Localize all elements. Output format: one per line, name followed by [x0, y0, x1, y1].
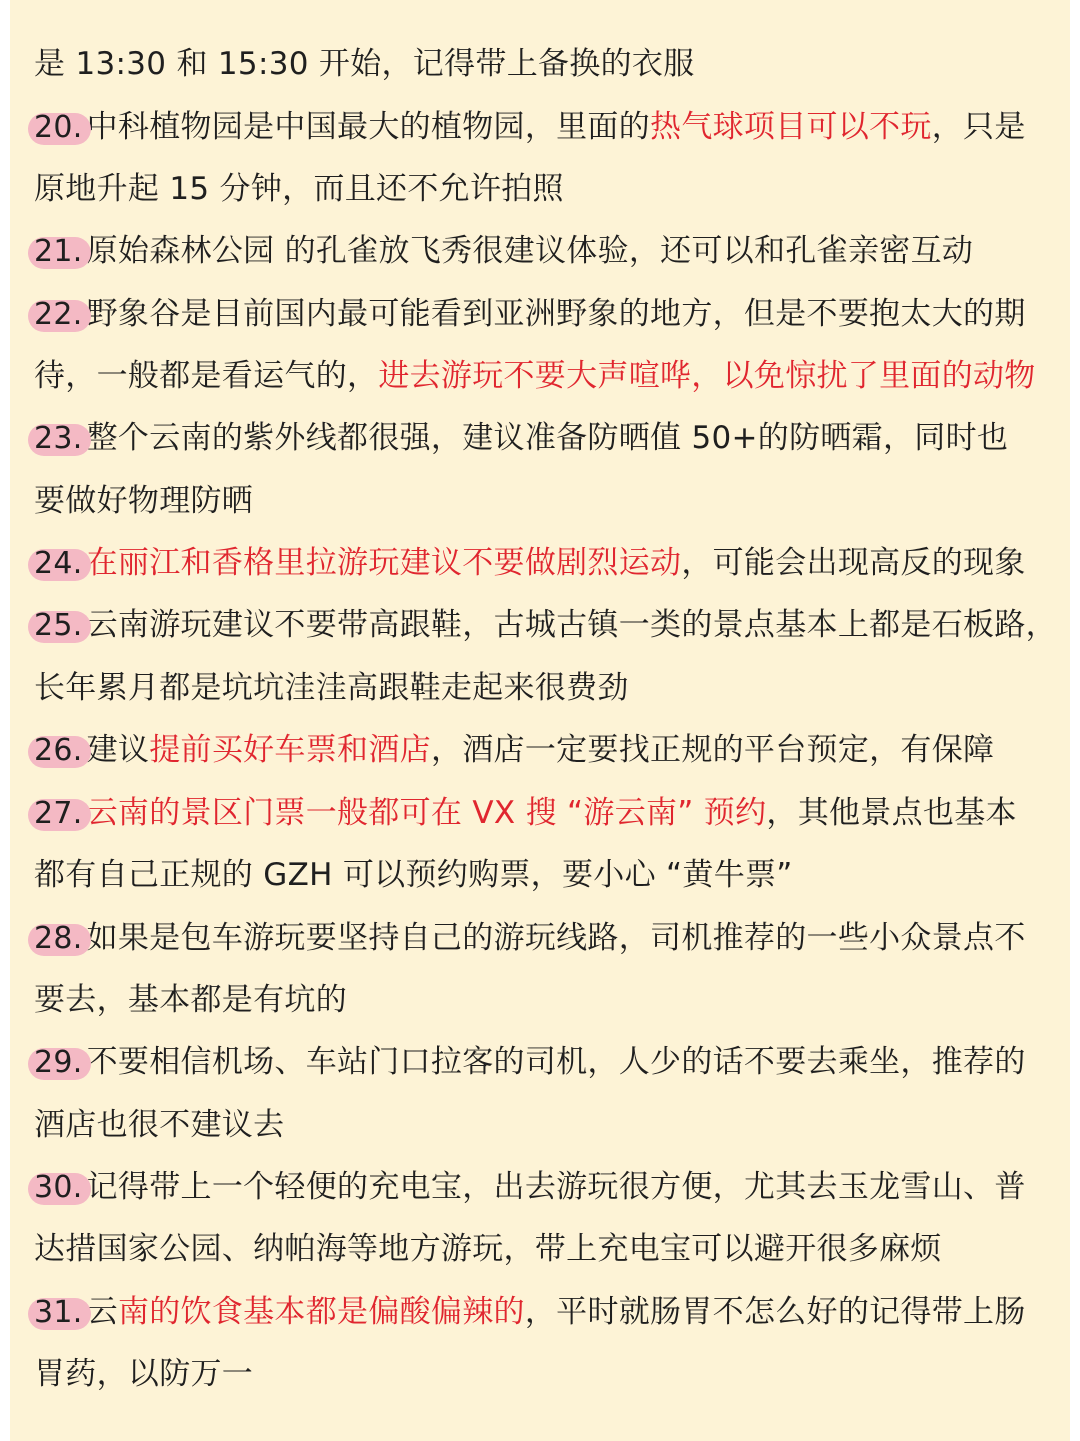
tip-23-line-2	[34, 481, 1062, 521]
text-segment: 记得带上一个轻便的充电宝，出去游玩很方便，尤其去玉龙雪山、普	[86, 1169, 1026, 1205]
item-number-marker: 31.	[34, 1293, 83, 1333]
tip-29-line-2	[34, 1105, 1062, 1145]
text-segment: 要做好物理防晒	[34, 483, 254, 519]
item-number-marker: 30.	[34, 1168, 83, 1208]
text-segment: 酒店也很不建议去	[34, 1107, 285, 1143]
item-number-marker: 25.	[34, 606, 83, 646]
tip-31-line-1	[34, 1292, 1062, 1332]
tip-30-line-1	[34, 1167, 1062, 1207]
highlighted-text: 进去游玩不要大声喧哗，以免惊扰了里面的动物	[378, 358, 1036, 394]
highlighted-text: 云南的景区门票一般都可在 VX 搜 “游云南” 预约	[86, 795, 767, 831]
item-number-marker: 29.	[34, 1043, 83, 1083]
highlighted-text: 提前买好车票和酒店	[149, 732, 431, 768]
text-segment: ，可能会出现高反的现象	[681, 545, 1026, 581]
item-number-marker: 21.	[34, 232, 83, 272]
text-segment: 中科植物园是中国最大的植物园，里面的	[86, 109, 651, 145]
tip-24-line-1	[34, 543, 1062, 583]
tip-26-line-1	[34, 730, 1062, 770]
text-segment: 胃药，以防万一	[34, 1356, 254, 1392]
text-segment: ，其他景点也基本	[766, 795, 1017, 831]
item-number-marker: 22.	[34, 295, 83, 335]
document-page	[10, 0, 1070, 1441]
text-segment: 达措国家公园、纳帕海等地方游玩，带上充电宝可以避开很多麻烦	[34, 1231, 942, 1267]
text-segment: 整个云南的紫外线都很强，建议准备防晒值 50+的防晒霜，同时也	[86, 420, 1009, 456]
tip-27-line-2	[34, 855, 1062, 895]
tip-23-line-1	[34, 418, 1062, 458]
tip-28-line-1	[34, 918, 1062, 958]
highlighted-text: 南的饮食基本都是偏酸偏辣的	[117, 1294, 525, 1330]
text-segment: ，只是	[931, 109, 1026, 145]
text-segment: 是 13:30 和 15:30 开始，记得带上备换的衣服	[34, 46, 695, 82]
tip-22-line-1	[34, 294, 1062, 334]
text-segment: 云南游玩建议不要带高跟鞋，古城古镇一类的景点基本上都是石板路，	[86, 607, 1057, 643]
item-number-marker: 28.	[34, 919, 83, 959]
text-segment: 建议	[86, 732, 150, 768]
text-segment: 云	[86, 1294, 118, 1330]
text-segment: 原地升起 15 分钟，而且还不允许拍照	[34, 171, 564, 207]
text-segment: 野象谷是目前国内最可能看到亚洲野象的地方，但是不要抱太大的期	[86, 296, 1026, 332]
text-segment: ，酒店一定要找正规的平台预定，有保障	[430, 732, 995, 768]
text-segment: 原始森林公园 的孔雀放飞秀很建议体验，还可以和孔雀亲密互动	[86, 233, 974, 269]
tip-22-line-2	[34, 356, 1062, 396]
highlighted-text: 热气球项目可以不玩	[650, 109, 932, 145]
tip-20-line-2	[34, 169, 1062, 209]
tip-21-line-1	[34, 231, 1062, 271]
item-number-marker: 20.	[34, 108, 83, 148]
text-segment: 都有自己正规的 GZH 可以预约购票，要小心 “黄牛票”	[34, 857, 793, 893]
text-line	[34, 44, 1062, 84]
tip-20-line-1	[34, 107, 1062, 147]
tip-25-line-2	[34, 668, 1062, 708]
text-segment: 如果是包车游玩要坚持自己的游玩线路，司机推荐的一些小众景点不	[86, 920, 1026, 956]
text-segment: 待，一般都是看运气的，	[34, 358, 379, 394]
tip-31-line-2	[34, 1354, 1062, 1394]
tip-27-line-1	[34, 793, 1062, 833]
item-number-marker: 26.	[34, 731, 83, 771]
tip-29-line-1	[34, 1042, 1062, 1082]
item-number-marker: 23.	[34, 419, 83, 459]
item-number-marker: 24.	[34, 544, 83, 584]
text-segment: ，平时就肠胃不怎么好的记得带上肠	[524, 1294, 1026, 1330]
highlighted-text: 在丽江和香格里拉游玩建议不要做剧烈运动	[86, 545, 682, 581]
text-segment: 要去，基本都是有坑的	[34, 982, 347, 1018]
item-number-marker: 27.	[34, 794, 83, 834]
text-segment: 长年累月都是坑坑洼洼高跟鞋走起来很费劲	[34, 670, 629, 706]
tip-25-line-1	[34, 605, 1062, 645]
text-segment: 不要相信机场、车站门口拉客的司机，人少的话不要去乘坐，推荐的	[86, 1044, 1026, 1080]
tip-28-line-2	[34, 980, 1062, 1020]
tip-30-line-2	[34, 1229, 1062, 1269]
